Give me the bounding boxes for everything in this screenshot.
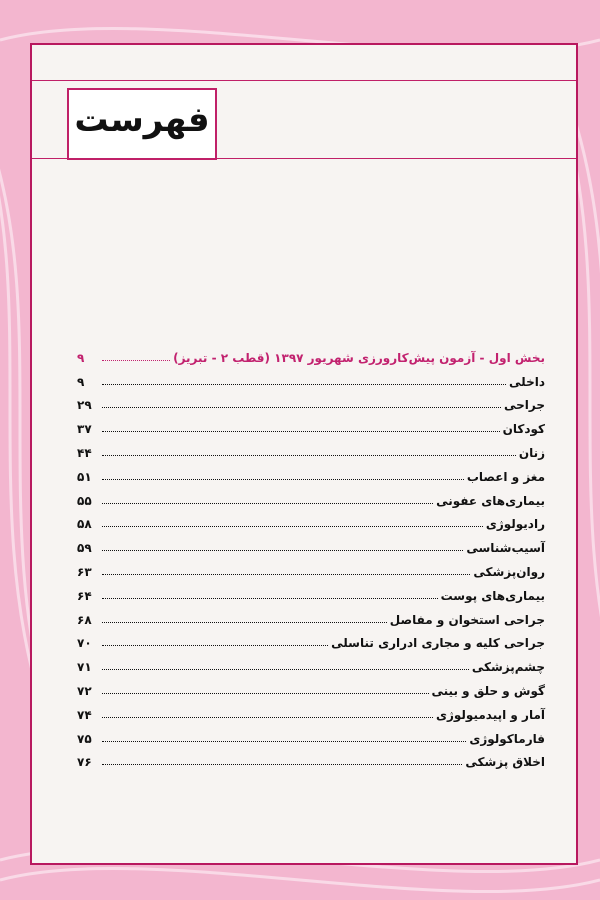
toc-dot-leader — [102, 669, 469, 670]
toc-entry-label: فارماکولوژی — [469, 731, 545, 746]
toc-entry-label: جراحی استخوان و مفاصل — [389, 612, 545, 627]
toc-dot-leader — [102, 455, 516, 456]
toc-entry-label: گوش و حلق و بینی — [431, 683, 545, 698]
toc-row[interactable] — [77, 555, 545, 579]
toc-row[interactable] — [77, 674, 545, 698]
toc-dot-leader — [102, 550, 463, 551]
title-band — [32, 70, 576, 155]
toc-entry-label: کودکان — [502, 422, 545, 437]
toc-entry-label: آسیب‌شناسی — [466, 541, 545, 556]
toc-entry-label: مغز و اعصاب — [466, 469, 545, 484]
toc-row[interactable] — [77, 436, 545, 460]
toc-entry-label: چشم‌پزشکی — [471, 660, 545, 675]
toc-entry-label: آمار و اپیدمیولوژی — [435, 707, 545, 722]
toc-page-number: ۹ — [77, 350, 85, 365]
toc-page-number: ۵۹ — [77, 541, 92, 556]
toc-entry-label: بیماری‌های پوست — [440, 588, 545, 603]
toc-dot-leader — [102, 431, 500, 432]
toc-page-number: ۷۶ — [77, 755, 92, 770]
toc-page-number: ۷۱ — [77, 660, 92, 675]
toc-dot-leader — [102, 384, 506, 385]
toc-section-row[interactable] — [77, 341, 545, 365]
toc-page-number: ۹ — [77, 374, 85, 389]
toc-page-number: ۵۵ — [77, 493, 92, 508]
toc-dot-leader — [102, 526, 483, 527]
toc-row[interactable] — [77, 531, 545, 555]
toc-row[interactable] — [77, 603, 545, 627]
toc-dot-leader — [102, 717, 433, 718]
table-of-contents — [77, 341, 545, 769]
toc-page-number: ۷۴ — [77, 707, 92, 722]
toc-page-number: ۶۳ — [77, 564, 92, 579]
toc-row[interactable] — [77, 650, 545, 674]
toc-dot-leader — [102, 407, 501, 408]
toc-dot-leader — [102, 598, 438, 599]
toc-row[interactable] — [77, 698, 545, 722]
toc-page-number: ۴۴ — [77, 445, 92, 460]
toc-dot-leader — [102, 693, 429, 694]
page-title: فهرست — [74, 100, 210, 140]
toc-dot-leader — [102, 360, 170, 361]
toc-entry-label: روان‌پزشکی — [473, 564, 545, 579]
toc-row[interactable] — [77, 484, 545, 508]
toc-page-number: ۶۴ — [77, 588, 92, 603]
toc-entry-label: زنان — [518, 445, 545, 460]
toc-page-number: ۷۰ — [77, 636, 92, 651]
toc-page-number: ۵۸ — [77, 517, 92, 532]
toc-entry-label: جراحی — [503, 398, 545, 413]
toc-page-number: ۵۱ — [77, 469, 92, 484]
toc-row[interactable] — [77, 460, 545, 484]
toc-dot-leader — [102, 479, 464, 480]
toc-dot-leader — [102, 503, 433, 504]
toc-entry-label: رادیولوژی — [485, 517, 545, 532]
toc-entry-label: اخلاق پزشکی — [465, 755, 545, 770]
toc-page-number: ۷۵ — [77, 731, 92, 746]
toc-row[interactable] — [77, 627, 545, 651]
toc-entry-label: داخلی — [509, 374, 545, 389]
toc-entry-label: بخش اول - آزمون پیش‌کارورزی شهریور ۱۳۹۷ (قطب ۲ - تبریز) — [173, 350, 545, 365]
content-page — [30, 43, 578, 865]
toc-row[interactable] — [77, 508, 545, 532]
toc-row[interactable] — [77, 722, 545, 746]
toc-dot-leader — [102, 574, 470, 575]
toc-page-number: ۶۸ — [77, 612, 92, 627]
toc-dot-leader — [102, 764, 462, 765]
toc-page-number: ۷۲ — [77, 683, 92, 698]
toc-dot-leader — [102, 622, 387, 623]
toc-dot-leader — [102, 645, 328, 646]
toc-row[interactable] — [77, 389, 545, 413]
toc-row[interactable] — [77, 412, 545, 436]
toc-row[interactable] — [77, 579, 545, 603]
toc-row[interactable] — [77, 365, 545, 389]
toc-row[interactable] — [77, 746, 545, 770]
toc-entry-label: بیماری‌های عفونی — [436, 493, 545, 508]
toc-entry-label: جراحی کلیه و مجاری ادراری تناسلی — [331, 636, 545, 651]
toc-page-number: ۳۷ — [77, 422, 92, 437]
toc-dot-leader — [102, 741, 466, 742]
title-top-line — [32, 80, 576, 81]
toc-page-number: ۲۹ — [77, 398, 92, 413]
